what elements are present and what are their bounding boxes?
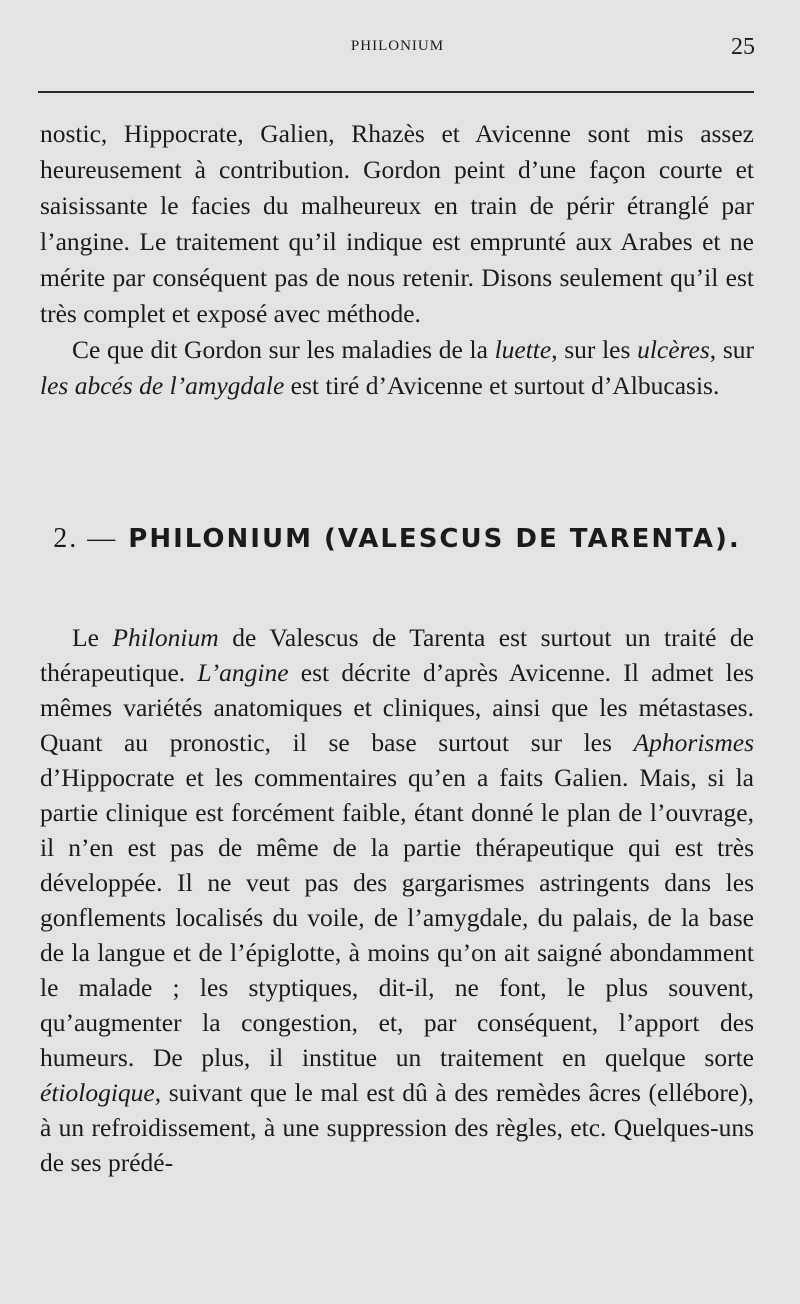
italic-term: les abcés de l’amygdale	[40, 371, 285, 400]
text-segment: est tiré d’Avicenne et surtout d’Albucasis.	[284, 371, 720, 400]
text-segment: Ce que dit Gordon sur les maladies de la	[72, 335, 495, 364]
section-number: 2. —	[53, 523, 118, 554]
header-rule	[38, 91, 754, 93]
text-segment: Le	[72, 623, 113, 652]
body-text-top	[40, 116, 754, 404]
italic-term: ulcères	[637, 335, 710, 364]
text-segment: , sur les	[551, 335, 638, 364]
italic-term: Philonium	[112, 623, 219, 652]
text-segment: nostic, Hippocrate, Galien, Rhazès et Avicenne sont mis assez heureusement à contribution. Gordon peint d’une façon courte et saisissante le facies du malheureux en train de périr étranglé par l’angine. Le traitement qu’il indique est emprunté aux Arabes et ne mérite par conséquent pas de nous retenir. Disons seulement qu’il est très complet et exposé avec méthode.	[40, 119, 754, 328]
text-segment: de Valescus de Tarenta est surtout un traité de thérapeutique.	[40, 623, 754, 687]
text-segment: , sur	[709, 335, 754, 364]
section-title: PHILONIUM (VALESCUS DE TARENTA).	[128, 524, 741, 554]
paragraph	[40, 332, 754, 404]
italic-term: L’angine	[197, 658, 289, 687]
section-heading	[40, 520, 754, 558]
running-title: PHILONIUM	[350, 38, 445, 54]
body-text-bottom	[40, 620, 754, 1180]
paragraph	[40, 116, 754, 332]
italic-term: étiologique	[40, 1078, 155, 1107]
paragraph	[40, 620, 754, 1180]
page-header	[40, 34, 755, 64]
page-number: 25	[731, 34, 755, 60]
text-segment: , suivant que le mal est dû à des remèdes âcres (ellébore), à un refroidissement, à une suppression des règles, etc. Quelques-uns de ses prédé-	[40, 1078, 754, 1177]
italic-term: Aphorismes	[633, 728, 754, 757]
italic-term: luette	[494, 335, 552, 364]
text-segment: est décrite d’après Avicenne. Il admet les mêmes variétés anatomiques et cliniques, ainsi que les métastases. Quant au pronostic, il se base surtout sur les	[40, 658, 754, 757]
text-segment: d’Hippocrate et les commentaires qu’en a faits Galien. Mais, si la partie clinique est forcément faible, étant donné le plan de l’ouvrage, il n’en est pas de même de la partie thérapeutique qui est très développée. Il ne veut pas des gargarismes astringents dans les gonflements localisés du voile, de l’amygdale, du palais, de la base de la langue et de l’épiglotte, à moins qu’on ait saigné abondamment le malade ; les styptiques, dit-il, ne font, le plus souvent, qu’augmenter la congestion, et, par conséquent, l’apport des humeurs. De plus, il institue un traitement en quelque sorte	[40, 763, 754, 1072]
